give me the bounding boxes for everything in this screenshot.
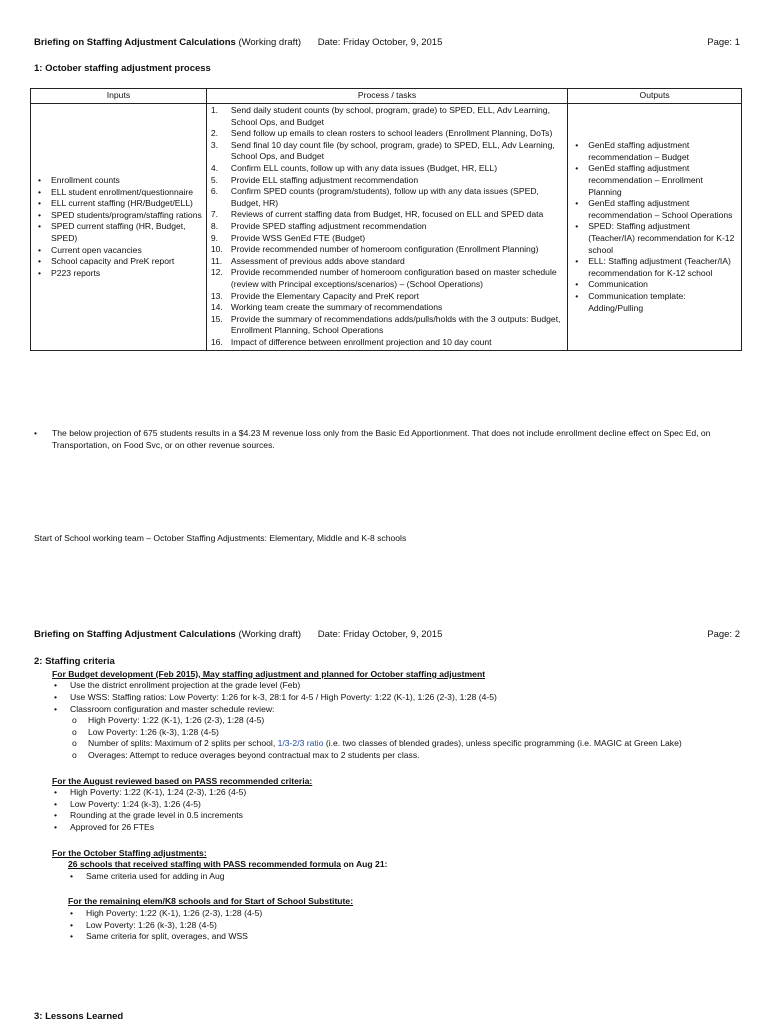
budget-sub-item: o High Poverty: 1:22 (K-1), 1:26 (2-3), 1:28 (4-5) — [34, 715, 738, 727]
august-heading: For the August reviewed based on PASS recommended criteria: — [52, 775, 313, 786]
budget-sub-item: o Low Poverty: 1:26 (k-3), 1:28 (4-5) — [34, 727, 738, 739]
remaining-item: • High Poverty: 1:22 (K-1), 1:26 (2-3), 1:28 (4-5) — [34, 908, 738, 920]
staffing-criteria — [34, 656, 738, 943]
bullet-icon: • — [34, 428, 38, 438]
process-step: 5. Provide ELL staffing adjustment recommendation — [210, 174, 419, 185]
doc-title: Briefing on Staffing Adjustment Calculations — [34, 629, 236, 640]
process-cell — [206, 104, 567, 351]
budget-item: • Classroom configuration and master schedule review: — [34, 704, 738, 716]
process-header: Process / tasks — [206, 89, 567, 104]
remaining-item: • Low Poverty: 1:26 (k-3), 1:28 (4-5) — [34, 920, 738, 932]
draft-label: (Working draft) — [238, 37, 302, 48]
process-step: 9. Provide WSS GenEd FTE (Budget) — [210, 232, 366, 243]
budget-sub-item: o Number of splits: Maximum of 2 splits per school, 1/3-2/3 ratio (i.e. two classes of blended grades), unless specific programming (i.e. MAGIC at Green Lake) — [34, 738, 738, 750]
process-step: 3. Send final 10 day count file (by school, program, grade) to SPED, ELL, Adv Learning, School Ops, and Budget — [210, 139, 555, 162]
oct-sub-heading: 26 schools that received staffing with PASS recommended formula on Aug 21: — [68, 859, 388, 870]
inputs-header: Inputs — [31, 89, 207, 104]
ratio-link[interactable]: 1/3-2/3 ratio — [277, 738, 324, 749]
remaining-heading: For the remaining elem/K8 schools and for Start of School Substitute: — [68, 896, 354, 907]
page2-header — [34, 629, 740, 642]
output-item: • GenEd staffing adjustment recommendation – School Operations — [588, 198, 737, 221]
process-step: 6. Confirm SPED counts (program/students), follow up with any data issues (SPED, Budget, HR) — [210, 186, 539, 208]
page-number: Page: 1 — [707, 37, 740, 48]
process-step: 11. Assessment of previous adds above standard — [210, 255, 405, 266]
revenue-note: • The below projection of 675 students results in a $4.23 M revenue loss only from the Basic Ed Apportionment. That does not include enrollment decline effect on Spec Ed, on Transportation, on Food Svc, or on other revenue sources. — [34, 428, 711, 450]
input-item: • ELL student enrollment/questionnaire — [51, 187, 202, 199]
process-step: 15. Provide the summary of recommendations adds/pulls/holds with the 3 outputs: Budget, Enrollment Planning, School Operations — [210, 313, 561, 336]
draft-label: (Working draft) — [238, 629, 302, 640]
process-step: 4. Confirm ELL counts, follow up with any data issues (Budget, HR, ELL) — [210, 162, 498, 173]
process-step: 12. Provide recommended number of homeroom configuration based on master schedule (review with Principal exceptions/scenarios) – (School Operations) — [210, 267, 557, 289]
august-item: • High Poverty: 1:22 (K-1), 1:24 (2-3), 1:26 (4-5) — [34, 787, 738, 799]
august-item: • Approved for 26 FTEs — [34, 822, 738, 834]
inputs-cell — [31, 104, 207, 351]
oct-sub-item: • Same criteria used for adding in Aug — [34, 871, 738, 883]
process-step: 13. Provide the Elementary Capacity and PreK report — [210, 290, 420, 301]
output-item: • Communication — [588, 279, 737, 291]
process-step: 7. Reviews of current staffing data from Budget, HR, focused on ELL and SPED data — [210, 209, 544, 220]
doc-date: Date: Friday October, 9, 2015 — [317, 629, 443, 640]
output-item: • SPED: Staffing adjustment (Teacher/IA) recommendation for K-12 school — [588, 221, 737, 256]
process-step: 1. Send daily student counts (by school, program, grade) to SPED, ELL, Adv Learning, School Ops, and Budget — [210, 105, 550, 127]
input-item: • Current open vacancies — [51, 245, 202, 257]
august-item: • Rounding at the grade level in 0.5 increments — [34, 810, 738, 822]
outputs-cell — [568, 104, 742, 351]
section-title-2: 2: Staffing criteria — [34, 656, 115, 667]
output-item: • ELL: Staffing adjustment (Teacher/IA) recommendation for K-12 school — [588, 256, 737, 279]
output-item: • GenEd staffing adjustment recommendation – Enrollment Planning — [588, 163, 737, 198]
start-of-school-line: Start of School working team – October Staffing Adjustments: Elementary, Middle and K-8 schools — [34, 533, 407, 543]
budget-item: • Use the district enrollment projection at the grade level (Feb) — [34, 680, 738, 692]
process-table — [30, 88, 742, 351]
input-item: • School capacity and PreK report — [51, 256, 202, 268]
budget-item: • Use WSS: Staffing ratios: Low Poverty: 1:26 for k-3, 28:1 for 4-5 / High Poverty: 1:22 (K-1), 1:26 (2-3), 1:28 (4-5) — [34, 692, 738, 704]
budget-sub-item: o Overages: Attempt to reduce overages beyond contractual max to 2 students per class. — [34, 750, 738, 762]
october-heading: For the October Staffing adjustments: — [52, 847, 207, 858]
process-step: 2. Send follow up emails to clean rosters to school leaders (Enrollment Planning, DoTs) — [210, 128, 553, 139]
process-step: 16. Impact of difference between enrollment projection and 10 day count — [210, 336, 492, 347]
budget-heading: For Budget development (Feb 2015), May staffing adjustment and planned for October staffing adjustment — [52, 668, 486, 679]
section-title-1: 1: October staffing adjustment process — [34, 63, 211, 74]
page-number: Page: 2 — [707, 629, 740, 640]
output-item: • GenEd staffing adjustment recommendation – Budget — [588, 140, 737, 163]
remaining-item: • Same criteria for split, overages, and WSS — [34, 931, 738, 943]
output-item: • Communication template: Adding/Pulling — [588, 291, 737, 314]
outputs-header: Outputs — [568, 89, 742, 104]
section-title-3: 3: Lessons Learned — [34, 1011, 124, 1022]
input-item: • ELL current staffing (HR/Budget/ELL) — [51, 198, 202, 210]
input-item: • Enrollment counts — [51, 175, 202, 187]
process-step: 10. Provide recommended number of homeroom configuration (Enrollment Planning) — [210, 244, 539, 255]
doc-title: Briefing on Staffing Adjustment Calculations — [34, 37, 236, 48]
process-step: 14. Working team create the summary of recommendations — [210, 302, 443, 313]
august-item: • Low Poverty: 1:24 (k-3), 1:26 (4-5) — [34, 799, 738, 811]
doc-date: Date: Friday October, 9, 2015 — [317, 37, 443, 48]
page1-header — [34, 37, 740, 50]
input-item: • SPED students/program/staffing rations — [51, 210, 202, 222]
input-item: • SPED current staffing (HR, Budget, SPED) — [51, 221, 202, 244]
input-item: • P223 reports — [51, 268, 202, 280]
process-step: 8. Provide SPED staffing adjustment recommendation — [210, 220, 427, 231]
